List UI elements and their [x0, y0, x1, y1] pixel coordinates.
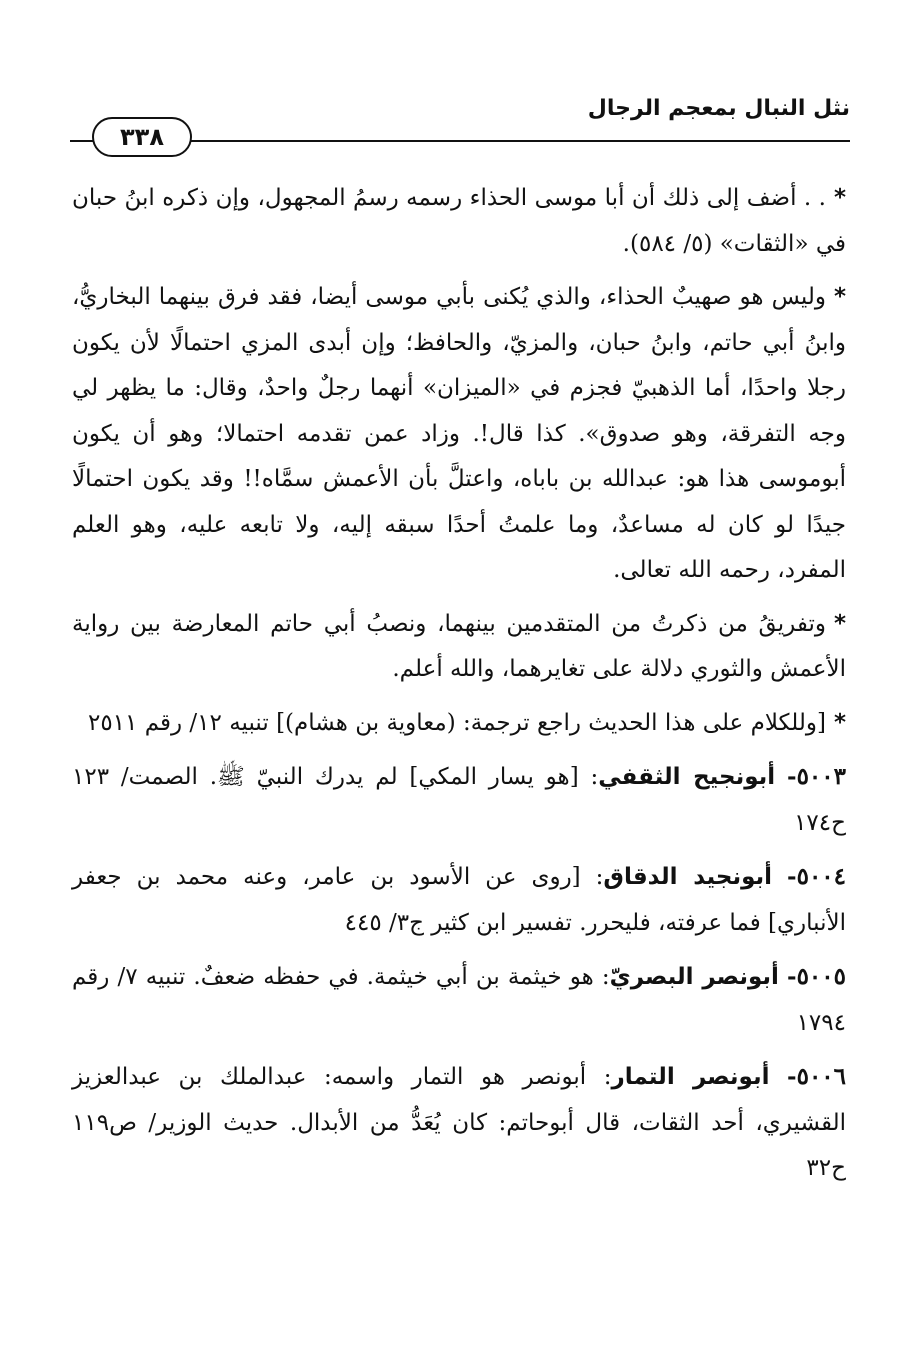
entry — [72, 1054, 846, 1192]
paragraph — [72, 176, 846, 267]
entry-number: ٥٠٠٥- — [787, 963, 846, 990]
entry-name: أبونجيد الدقاق — [603, 864, 773, 890]
paragraph — [72, 275, 846, 594]
entry-text: : [روى عن الأسود بن عامر، وعنه محمد بن جعفر الأنباري] فما عرفته، فليحرر. تفسير ابن كثير ج٣/ ٤٤٥ — [72, 864, 846, 936]
entry-number: ٥٠٠٣- — [787, 763, 846, 790]
bullet-star-icon: * — [833, 284, 846, 310]
entry — [72, 754, 846, 846]
paragraph — [72, 602, 846, 693]
entry-text: : هو خيثمة بن أبي خيثمة. في حفظه ضعفٌ. تنبيه ٧/ رقم ١٧٩٤ — [72, 964, 846, 1036]
entry-text: : أبونصر هو التمار واسمه: عبدالملك بن عبدالعزيز القشيري، أحد الثقات، قال أبوحاتم: كان يُعَدُّ من الأبدال. حديث الوزير/ ص١١٩ ح٣٢ — [72, 1064, 846, 1181]
bullet-star-icon: * — [833, 185, 846, 211]
bullet-star-icon: * — [833, 709, 846, 736]
entry-name: أبونجيح الثقفي — [598, 764, 776, 790]
entry-text: : [هو يسار المكي] لم يدرك النبيّ ﷺ. الصمت/ ١٢٣ ح١٧٤ — [72, 764, 846, 836]
page-number: ٣٣٨ — [92, 117, 192, 157]
page-header — [70, 96, 850, 156]
paragraph-text: . . أضف إلى ذلك أن أبا موسى الحذاء رسمه رسمُ المجهول، وإن ذكره ابنُ حبان في «الثقات» (٥/ ٥٨٤). — [72, 185, 846, 257]
book-title: نثل النبال بمعجم الرجال — [587, 96, 850, 121]
paragraph-text: وليس هو صهيبٌ الحذاء، والذي يُكنى بأبي موسى أيضا، فقد فرق بينهما البخاريُّ، وابنُ أبي حاتم، وابنُ حبان، والمزيّ، والحافظ؛ وإن أبدى المزي احتمالًا لأن يكون رجلا واحدًا، أما الذهبيّ فجزم في «الميزان» أنهما رجلٌ واحدٌ، وقال: ما يظهر لي وجه التفرقة، وهو صدوق». كذا قال!. وزاد عمن تقدمه احتمالا؛ وهو أن يكون أبوموسى هذا هو: عبدالله بن باباه، واعتلَّ بأن الأعمش سمَّاه!! وقد يكون احتمالًا جيدًا لو كان له مساعدٌ، وما علمتُ أحدًا سبقه إليه، ولا تابعه عليه، وهو العلم المفرد، رحمه الله تعالى. — [72, 284, 846, 583]
entry — [72, 854, 846, 946]
paragraph-text: [وللكلام على هذا الحديث راجع ترجمة: (معاوية بن هشام)] تنبيه ١٢/ رقم ٢٥١١ — [87, 709, 826, 736]
page-body — [72, 176, 846, 1200]
paragraph-text: وتفريقُ من ذكرتُ من المتقدمين بينهما، ونصبُ أبي حاتم المعارضة بين رواية الأعمش والثوري دلالة على تغايرهما، والله أعلم. — [72, 610, 846, 682]
entry-name: أبونصر التمار — [611, 1064, 770, 1090]
entry-number: ٥٠٠٦- — [787, 1063, 847, 1090]
bullet-star-icon: * — [833, 610, 846, 637]
entry-number: ٥٠٠٤- — [787, 863, 847, 890]
entry — [72, 954, 846, 1046]
entry-name: أبونصر البصريّ — [609, 964, 779, 990]
paragraph — [72, 701, 846, 747]
